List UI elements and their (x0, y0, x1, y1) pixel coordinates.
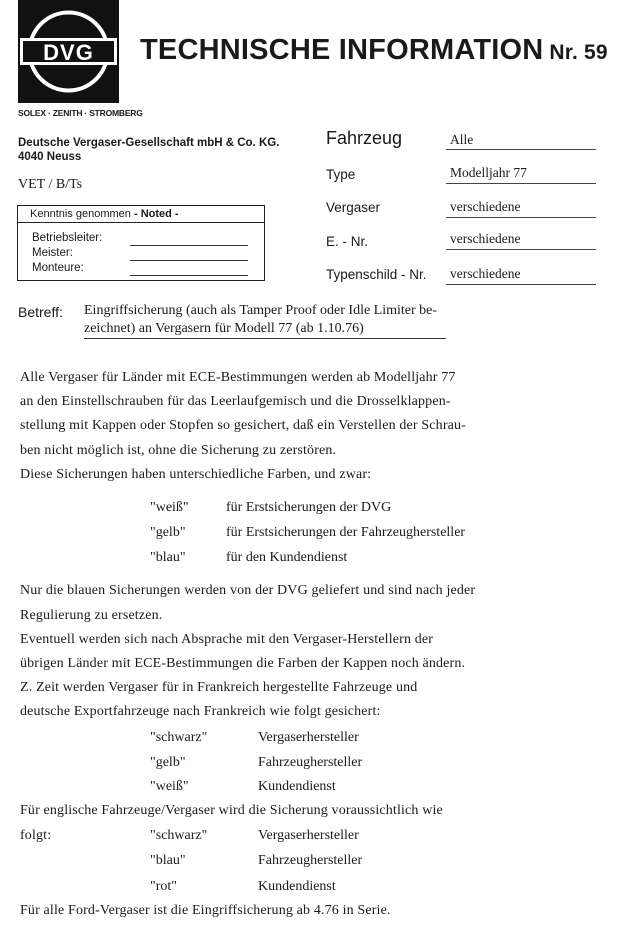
signature-line (130, 275, 248, 276)
document-number: Nr. 59 (549, 41, 608, 64)
document-title (140, 34, 608, 67)
field-label-fahrzeug: Fahrzeug (326, 128, 403, 148)
acknowledgement-prefix: Kenntnis genommen (30, 208, 131, 220)
field-value-e-nr: verschiedene (450, 231, 521, 246)
row-meister: Meister: (32, 247, 73, 259)
color-description: für Erstsicherungen der DVG (226, 500, 392, 515)
signature-line (130, 245, 248, 246)
color-name: "blau" (150, 853, 186, 868)
color-name: "gelb" (150, 755, 186, 770)
body-line: Regulierung zu ersetzen. (20, 608, 163, 623)
body-line: ben nicht möglich ist, ohne die Sicherung zu zerstören. (20, 443, 337, 458)
row-betriebsleiter: Betriebsleiter: (32, 232, 103, 244)
logo-text: DVG (43, 40, 94, 65)
company-name: Deutsche Vergaser-Gesellschaft mbH & Co. KG. (18, 137, 280, 149)
field-rule (446, 183, 596, 184)
subject-line-2: zeichnet) an Vergasern für Modell 77 (ab 1.10.76) (84, 321, 364, 336)
company-block (18, 136, 279, 164)
logo-caption: SOLEX · ZENITH · STROMBERG (18, 108, 143, 118)
acknowledgement-box (17, 205, 265, 281)
acknowledgement-noted: - Noted - (133, 208, 179, 220)
field-value-fahrzeug: Alle (450, 132, 474, 147)
body-line: an den Einstellschrauben für das Leerlaufgemisch und die Drosselklappen- (20, 394, 451, 409)
body-line: Eventuell werden sich nach Absprache mit den Vergaser-Herstellern der (20, 632, 434, 647)
color-description: für Erstsicherungen der Fahrzeughersteller (226, 525, 466, 540)
subject-underline (84, 338, 446, 339)
body-line: deutsche Exportfahrzeuge nach Frankreich wie folgt gesichert: (20, 704, 381, 719)
color-description: Vergaserhersteller (258, 828, 359, 843)
color-name: "gelb" (150, 525, 186, 540)
company-city: 4040 Neuss (18, 151, 82, 163)
dvg-logo-emblem (18, 0, 119, 103)
body-line-lead: folgt: (20, 828, 52, 843)
body-line: Alle Vergaser für Länder mit ECE-Bestimmungen werden ab Modelljahr 77 (20, 370, 456, 385)
color-name: "rot" (150, 879, 177, 894)
title-text: TECHNISCHE INFORMATION (140, 34, 544, 66)
body-line: übrigen Länder mit ECE-Bestimmungen die Farben der Kappen noch ändern. (20, 656, 466, 671)
body-line: Z. Zeit werden Vergaser für in Frankreich hergestellte Fahrzeuge und (20, 680, 418, 695)
color-description: für den Kundendienst (226, 550, 348, 565)
field-value-vergaser: verschiedene (450, 199, 521, 214)
body-line: stellung mit Kappen oder Stopfen so gesichert, daß ein Verstellen der Schrau- (20, 418, 466, 433)
field-label-typenschild: Typenschild - Nr. (326, 267, 427, 282)
color-name: "schwarz" (150, 828, 208, 843)
field-rule (446, 284, 596, 285)
color-description: Kundendienst (258, 879, 336, 894)
field-label-type: Type (326, 167, 356, 182)
body-line: Nur die blauen Sicherungen werden von der DVG geliefert und sind nach jeder (20, 583, 476, 598)
field-rule (446, 249, 596, 250)
field-rule (446, 217, 596, 218)
signature-line (130, 260, 248, 261)
color-name: "schwarz" (150, 730, 208, 745)
field-value-type: Modelljahr 77 (450, 165, 527, 180)
color-name: "blau" (150, 550, 186, 565)
color-description: Fahrzeughersteller (258, 853, 363, 868)
row-monteure: Monteure: (32, 262, 84, 274)
field-label-e-nr: E. - Nr. (326, 234, 369, 249)
color-description: Fahrzeughersteller (258, 755, 363, 770)
closing-line: Für alle Ford-Vergaser ist die Eingriffsicherung ab 4.76 in Serie. (20, 903, 391, 918)
subject-label: Betreff: (18, 304, 63, 320)
reference-code: VET / B/Ts (18, 177, 83, 192)
color-name: "weiß" (150, 779, 189, 794)
color-description: Vergaserhersteller (258, 730, 359, 745)
body-line: Für englische Fahrzeuge/Vergaser wird die Sicherung voraussichtlich wie (20, 803, 443, 818)
field-value-typenschild: verschiedene (450, 266, 521, 281)
dvg-logo (18, 0, 119, 103)
color-description: Kundendienst (258, 779, 336, 794)
field-label-vergaser: Vergaser (326, 200, 381, 215)
field-rule (446, 149, 596, 150)
body-line: Diese Sicherungen haben unterschiedliche Farben, und zwar: (20, 467, 372, 482)
subject-line-1: Eingriffsicherung (auch als Tamper Proof oder Idle Limiter be- (84, 303, 438, 318)
color-name: "weiß" (150, 500, 189, 515)
acknowledgement-header (18, 206, 264, 223)
